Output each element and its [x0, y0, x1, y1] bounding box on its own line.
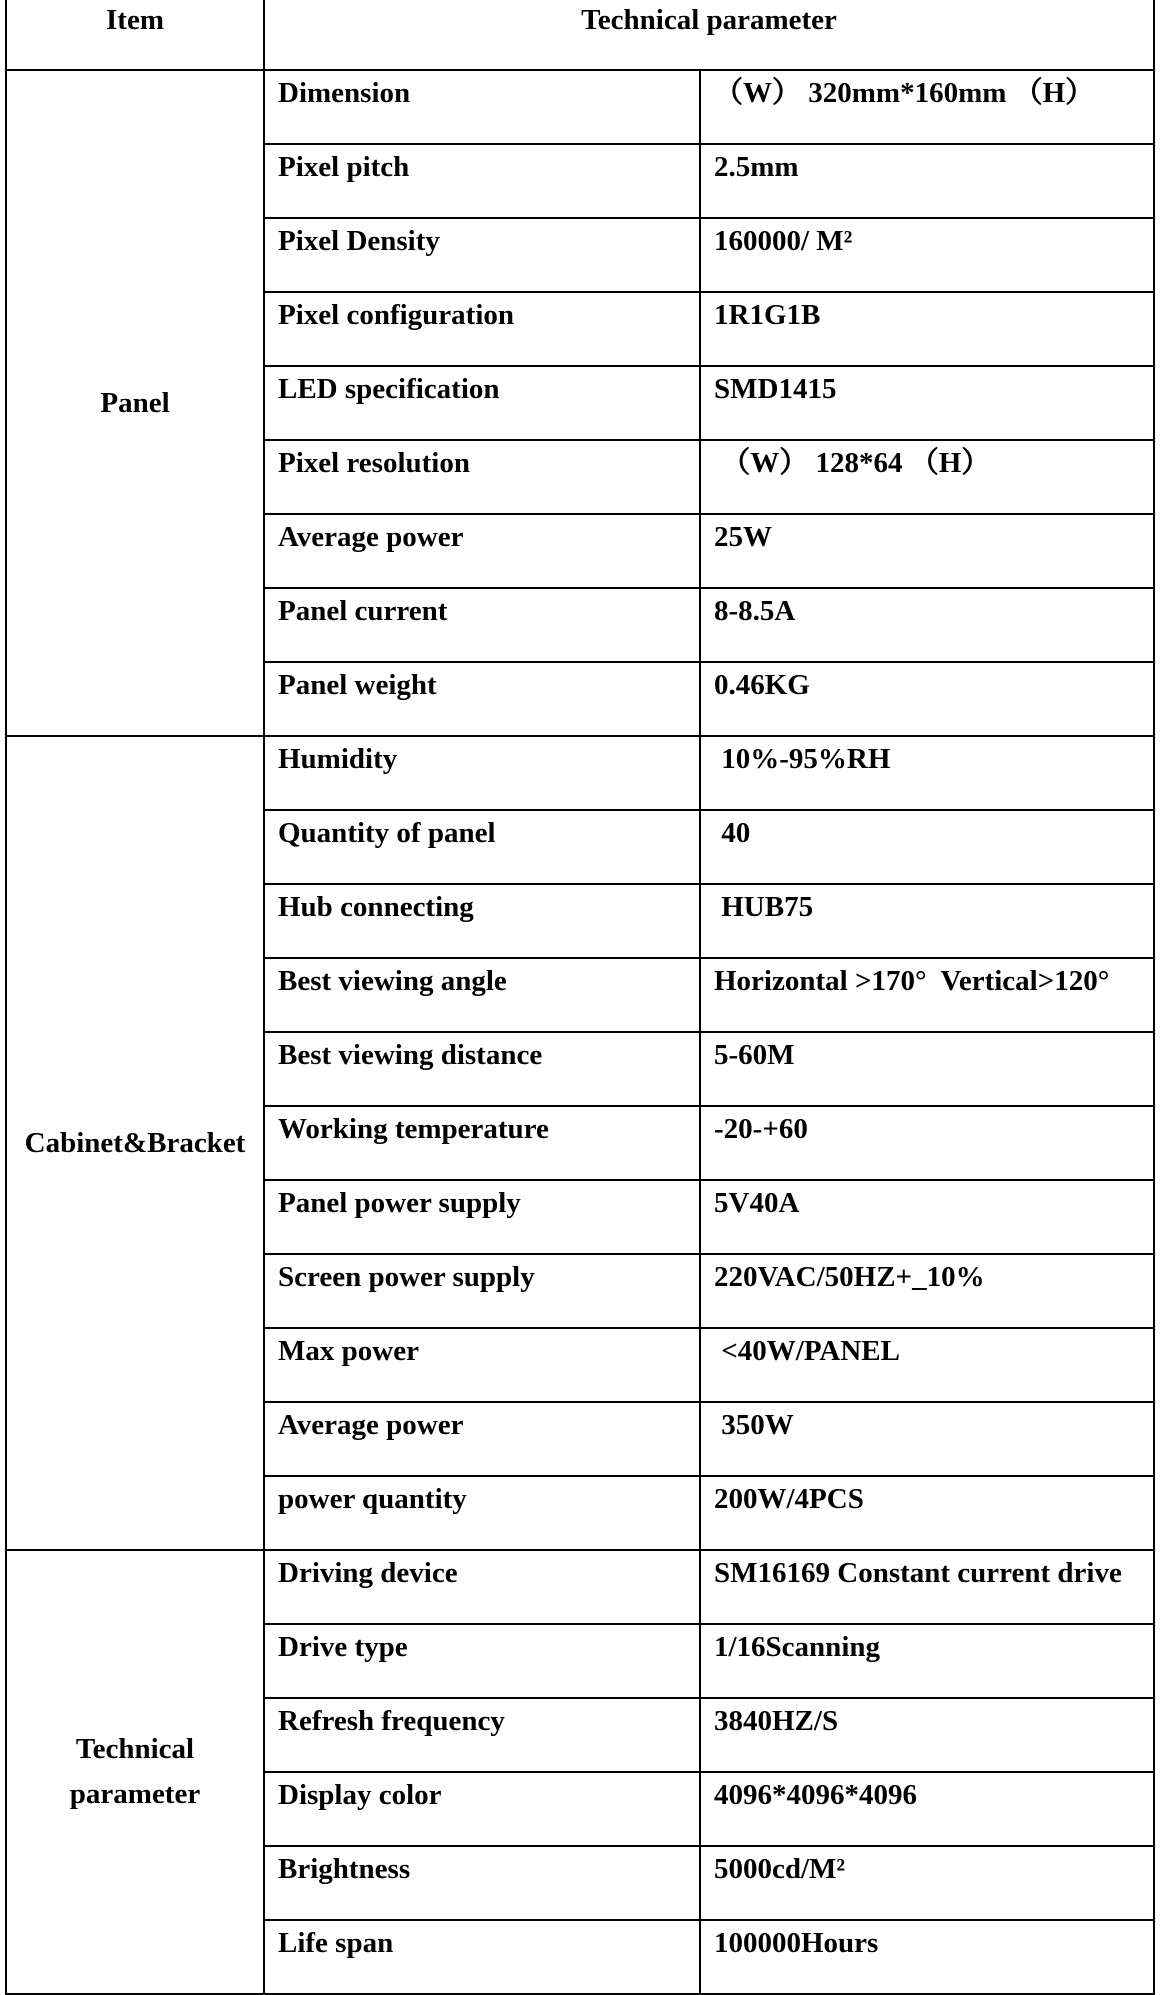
header-technical-parameter: Technical parameter	[264, 0, 1154, 70]
header-row	[6, 0, 1154, 70]
parameter-value: SM16169 Constant current drive	[700, 1550, 1154, 1624]
parameter-value: <40W/PANEL	[700, 1328, 1154, 1402]
parameter-value: 5-60M	[700, 1032, 1154, 1106]
parameter-value: 5000cd/M²	[700, 1846, 1154, 1920]
parameter-value: Horizontal >170° Vertical>120°	[700, 958, 1154, 1032]
parameter-name: Pixel pitch	[264, 144, 700, 218]
parameter-value: 0.46KG	[700, 662, 1154, 736]
parameter-name: Drive type	[264, 1624, 700, 1698]
parameter-name: Average power	[264, 514, 700, 588]
parameter-name: power quantity	[264, 1476, 700, 1550]
parameter-value: 350W	[700, 1402, 1154, 1476]
parameter-value: 1R1G1B	[700, 292, 1154, 366]
parameter-name: Brightness	[264, 1846, 700, 1920]
parameter-value: （W） 128*64 （H）	[700, 440, 1154, 514]
parameter-value: 2.5mm	[700, 144, 1154, 218]
parameter-value: 3840HZ/S	[700, 1698, 1154, 1772]
parameter-name: Max power	[264, 1328, 700, 1402]
parameter-name: Working temperature	[264, 1106, 700, 1180]
header-item: Item	[6, 0, 264, 70]
table-row	[6, 70, 1154, 144]
parameter-value: 160000/ M²	[700, 218, 1154, 292]
parameter-value: HUB75	[700, 884, 1154, 958]
parameter-name: Panel power supply	[264, 1180, 700, 1254]
parameter-name: Hub connecting	[264, 884, 700, 958]
parameter-value: 4096*4096*4096	[700, 1772, 1154, 1846]
parameter-name: Pixel resolution	[264, 440, 700, 514]
parameter-value: 40	[700, 810, 1154, 884]
parameter-name: Pixel configuration	[264, 292, 700, 366]
parameter-name: Refresh frequency	[264, 1698, 700, 1772]
parameter-name: Pixel Density	[264, 218, 700, 292]
group-label: Panel	[6, 70, 264, 736]
parameter-value: -20-+60	[700, 1106, 1154, 1180]
parameter-name: Best viewing distance	[264, 1032, 700, 1106]
table-row	[6, 736, 1154, 810]
parameter-value: 200W/4PCS	[700, 1476, 1154, 1550]
parameter-value: 25W	[700, 514, 1154, 588]
spec-table	[5, 0, 1155, 1995]
parameter-value: 100000Hours	[700, 1920, 1154, 1994]
parameter-name: Display color	[264, 1772, 700, 1846]
parameter-name: Average power	[264, 1402, 700, 1476]
parameter-name: Best viewing angle	[264, 958, 700, 1032]
group-label: Cabinet&Bracket	[6, 736, 264, 1550]
parameter-name: Quantity of panel	[264, 810, 700, 884]
table-row	[6, 1550, 1154, 1624]
parameter-name: Panel weight	[264, 662, 700, 736]
parameter-name: Driving device	[264, 1550, 700, 1624]
parameter-name: Panel current	[264, 588, 700, 662]
parameter-value: 5V40A	[700, 1180, 1154, 1254]
spec-body	[6, 70, 1154, 1994]
parameter-value: 1/16Scanning	[700, 1624, 1154, 1698]
parameter-value: 10%-95%RH	[700, 736, 1154, 810]
parameter-name: Dimension	[264, 70, 700, 144]
parameter-name: Life span	[264, 1920, 700, 1994]
parameter-name: Screen power supply	[264, 1254, 700, 1328]
group-label: Technical parameter	[6, 1550, 264, 1994]
parameter-value: （W） 320mm*160mm （H）	[700, 70, 1154, 144]
parameter-value: 8-8.5A	[700, 588, 1154, 662]
parameter-value: 220VAC/50HZ+_10%	[700, 1254, 1154, 1328]
parameter-name: LED specification	[264, 366, 700, 440]
parameter-value: SMD1415	[700, 366, 1154, 440]
parameter-name: Humidity	[264, 736, 700, 810]
